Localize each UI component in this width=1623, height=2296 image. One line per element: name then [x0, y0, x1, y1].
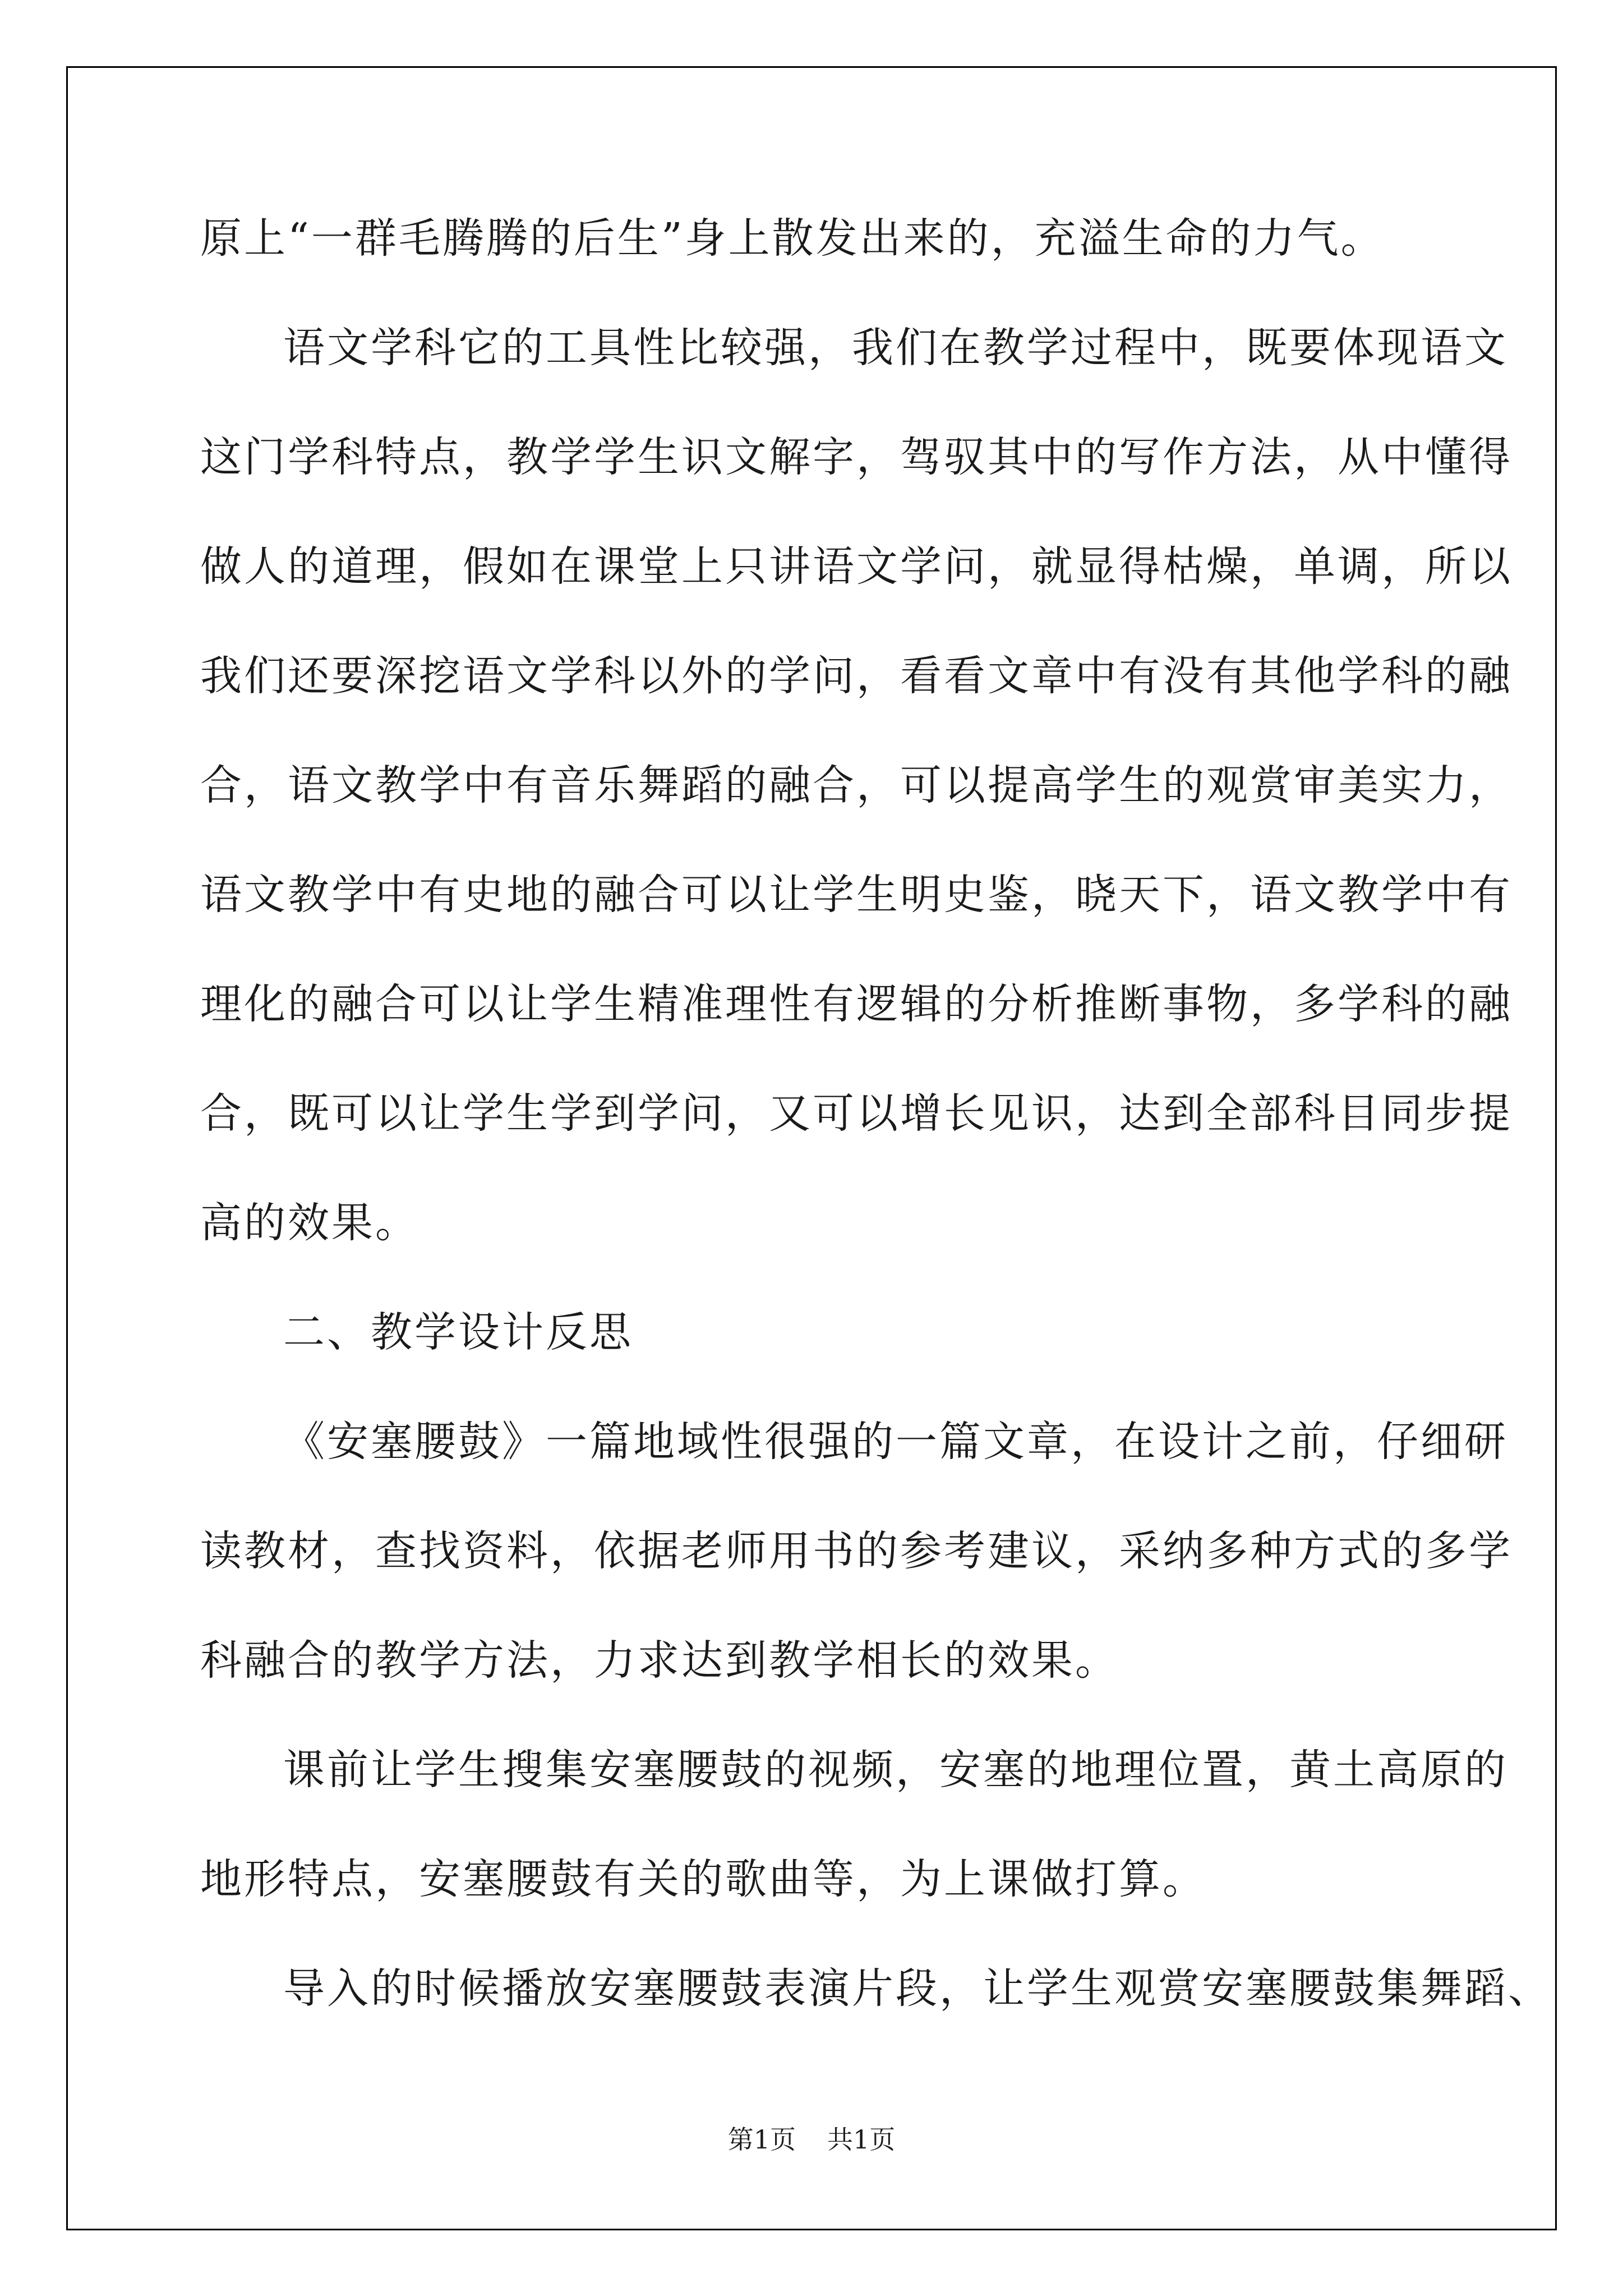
document-body	[200, 208, 1552, 2067]
text-line-16: 地形特点，安塞腰鼓有关的歌曲等，为上课做打算。	[200, 1855, 1206, 1903]
text-line-14: 科融合的教学方法，力求达到教学相长的效果。	[200, 1636, 1119, 1685]
text-line-1: 原上“一群毛腾腾的后生”身上散发出来的，充溢生命的力气。	[200, 214, 1385, 263]
text-line-7: 语文教学中有史地的融合可以让学生明史鉴，晓天下，语文教学中有	[200, 871, 1513, 919]
text-line-9: 合，既可以让学生学到学问，又可以增长见识，达到全部科目同步提	[200, 1089, 1513, 1138]
text-line-6: 合，语文教学中有音乐舞蹈的融合，可以提高学生的观赏审美实力，	[200, 761, 1513, 809]
text-line-13: 读教材，查找资料，依据老师用书的参考建议，采纳多种方式的多学	[200, 1527, 1513, 1575]
text-line-10: 高的效果。	[200, 1199, 419, 1247]
text-line-8: 理化的融合可以让学生精准理性有逻辑的分析推断事物，多学科的融	[200, 980, 1513, 1028]
section-heading: 二、教学设计反思	[283, 1308, 633, 1356]
page-footer	[0, 2119, 1623, 2156]
page-total: 共1页	[827, 2124, 896, 2155]
text-line-12: 《安塞腰鼓》一篇地域性很强的一篇文章，在设计之前，仔细研	[283, 1418, 1508, 1466]
text-line-17: 导入的时候播放安塞腰鼓表演片段，让学生观赏安塞腰鼓集舞蹈、	[283, 1964, 1552, 2013]
text-line-15: 课前让学生搜集安塞腰鼓的视频，安塞的地理位置，黄土高原的	[283, 1746, 1508, 1794]
page-number: 第1页	[727, 2124, 796, 2155]
text-line-4: 做人的道理，假如在课堂上只讲语文学问，就显得枯燥，单调，所以	[200, 542, 1513, 591]
text-line-3: 这门学科特点，教学学生识文解字，驾驭其中的写作方法，从中懂得	[200, 433, 1513, 481]
text-line-5: 我们还要深挖语文学科以外的学问，看看文章中有没有其他学科的融	[200, 652, 1513, 700]
text-line-2: 语文学科它的工具性比较强，我们在教学过程中，既要体现语文	[283, 324, 1508, 372]
